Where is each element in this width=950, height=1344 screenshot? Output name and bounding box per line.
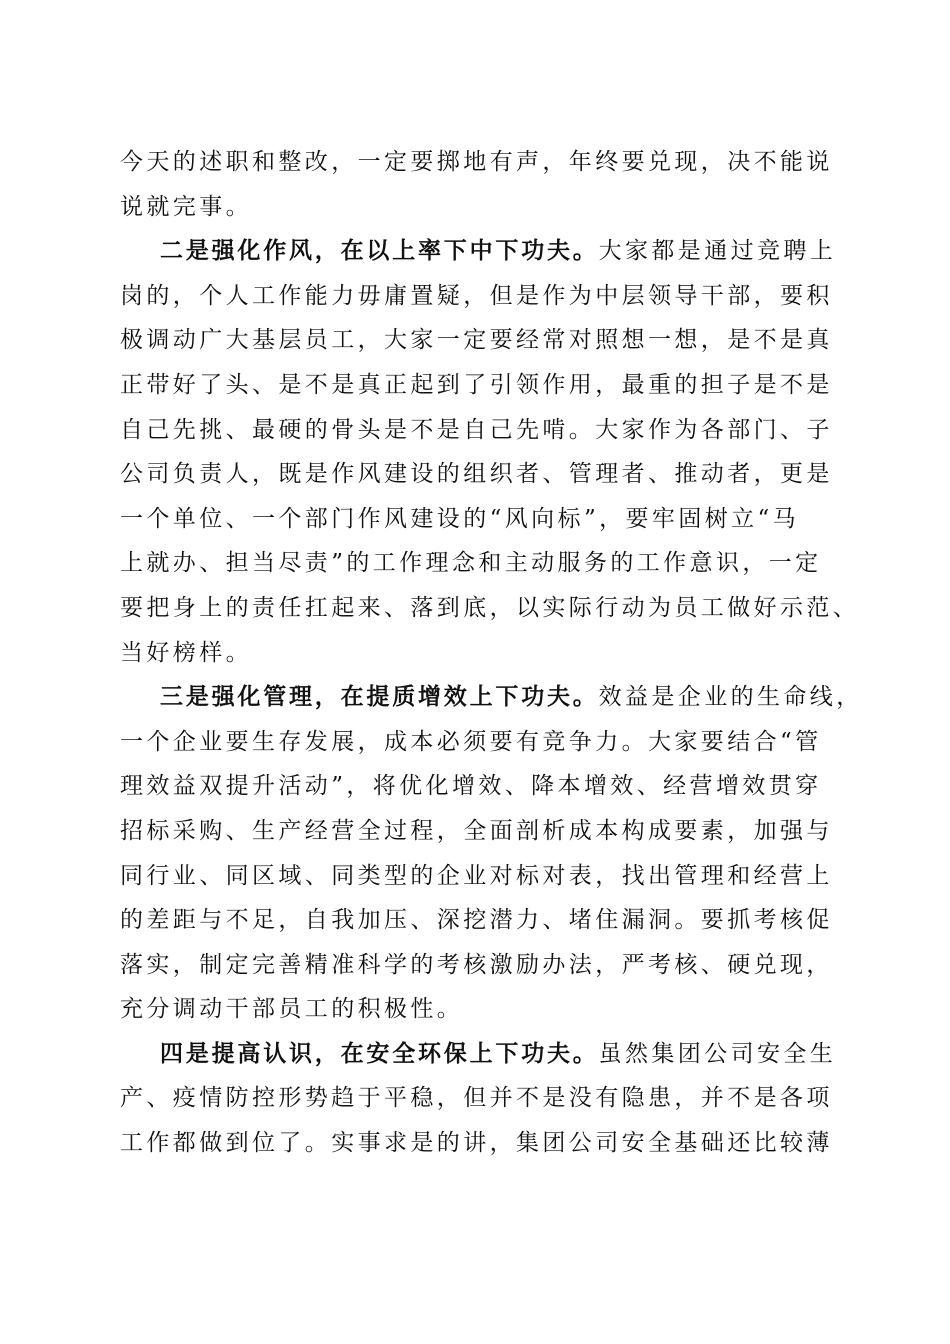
paragraph-line: 理效益双提升活动”，将优化增效、降本增效、经营增效贯穿 [120,773,822,800]
paragraph-line: 岗的，个人工作能力毋庸置疑，但是作为中层领导干部，要积 [120,282,833,309]
paragraph-line: 今天的述职和整改，一定要掷地有声，年终要兑现，决不能说 [120,149,833,175]
paragraph-line: 落实，制定完善精准科学的考核激励办法，严考核、硬兑现， [120,951,833,978]
paragraph-line: 同行业、同区域、同类型的企业对标对表，找出管理和经营上 [120,862,833,889]
paragraph-line: 极调动广大基层员工，大家一定要经常对照想一想，是不是真 [120,327,833,354]
paragraph-first-line [120,229,837,274]
paragraph-heading: 二是强化作风，在以上率下中下功夫。 [160,237,599,265]
paragraph-3 [120,675,863,1032]
paragraph-line: 自己先挑、最硬的骨头是不是自己先啃。大家作为各部门、子 [120,416,833,443]
paragraph-first-line [120,1032,837,1077]
paragraph-1 [120,140,833,229]
paragraph-line: 工作都做到位了。实事求是的讲，集团公司安全基础还比较薄 [120,1130,833,1157]
paragraph-line: 招标采购、生产经营全过程，全面剖析成本构成要素，加强与 [120,817,833,844]
paragraph-text: 虽然集团公司安全生 [598,1040,837,1067]
paragraph-line: 一个企业要生存发展，成本必须要有竞争力。大家要结合“管 [120,728,822,755]
document-body [120,140,863,1166]
paragraph-line: 正带好了头、是不是真正起到了引领作用，最重的担子是不是 [120,371,833,398]
paragraph-line: 产、疫情防控形势趋于平稳，但并不是没有隐患，并不是各项 [120,1085,833,1112]
paragraph-line: 一个单位、一个部门作风建设的“风向标”，要牢固树立“马 [120,505,800,532]
paragraph-4 [120,1032,837,1166]
paragraph-first-line [120,675,863,720]
paragraph-line: 上就办、担当尽责”的工作理念和主动服务的工作意识，一定 [120,550,822,577]
paragraph-2 [120,229,860,675]
paragraph-line: 说就完事。 [120,193,252,220]
paragraph-line: 当好榜样。 [120,639,252,666]
paragraph-line: 要把身上的责任扛起来、落到底，以实际行动为员工做好示范、 [120,594,860,621]
paragraph-heading: 三是强化管理，在提质增效上下功夫。 [160,683,599,711]
paragraph-text: 效益是企业的生命线， [598,684,863,711]
paragraph-line: 充分调动干部员工的积极性。 [120,996,464,1023]
paragraph-heading: 四是提高认识，在安全环保上下功夫。 [160,1039,599,1067]
paragraph-line: 公司负责人，既是作风建设的组织者、管理者、推动者，更是 [120,461,833,488]
paragraph-line: 的差距与不足，自我加压、深挖潜力、堵住漏洞。要抓考核促 [120,907,833,934]
paragraph-text: 大家都是通过竞聘上 [598,238,837,265]
